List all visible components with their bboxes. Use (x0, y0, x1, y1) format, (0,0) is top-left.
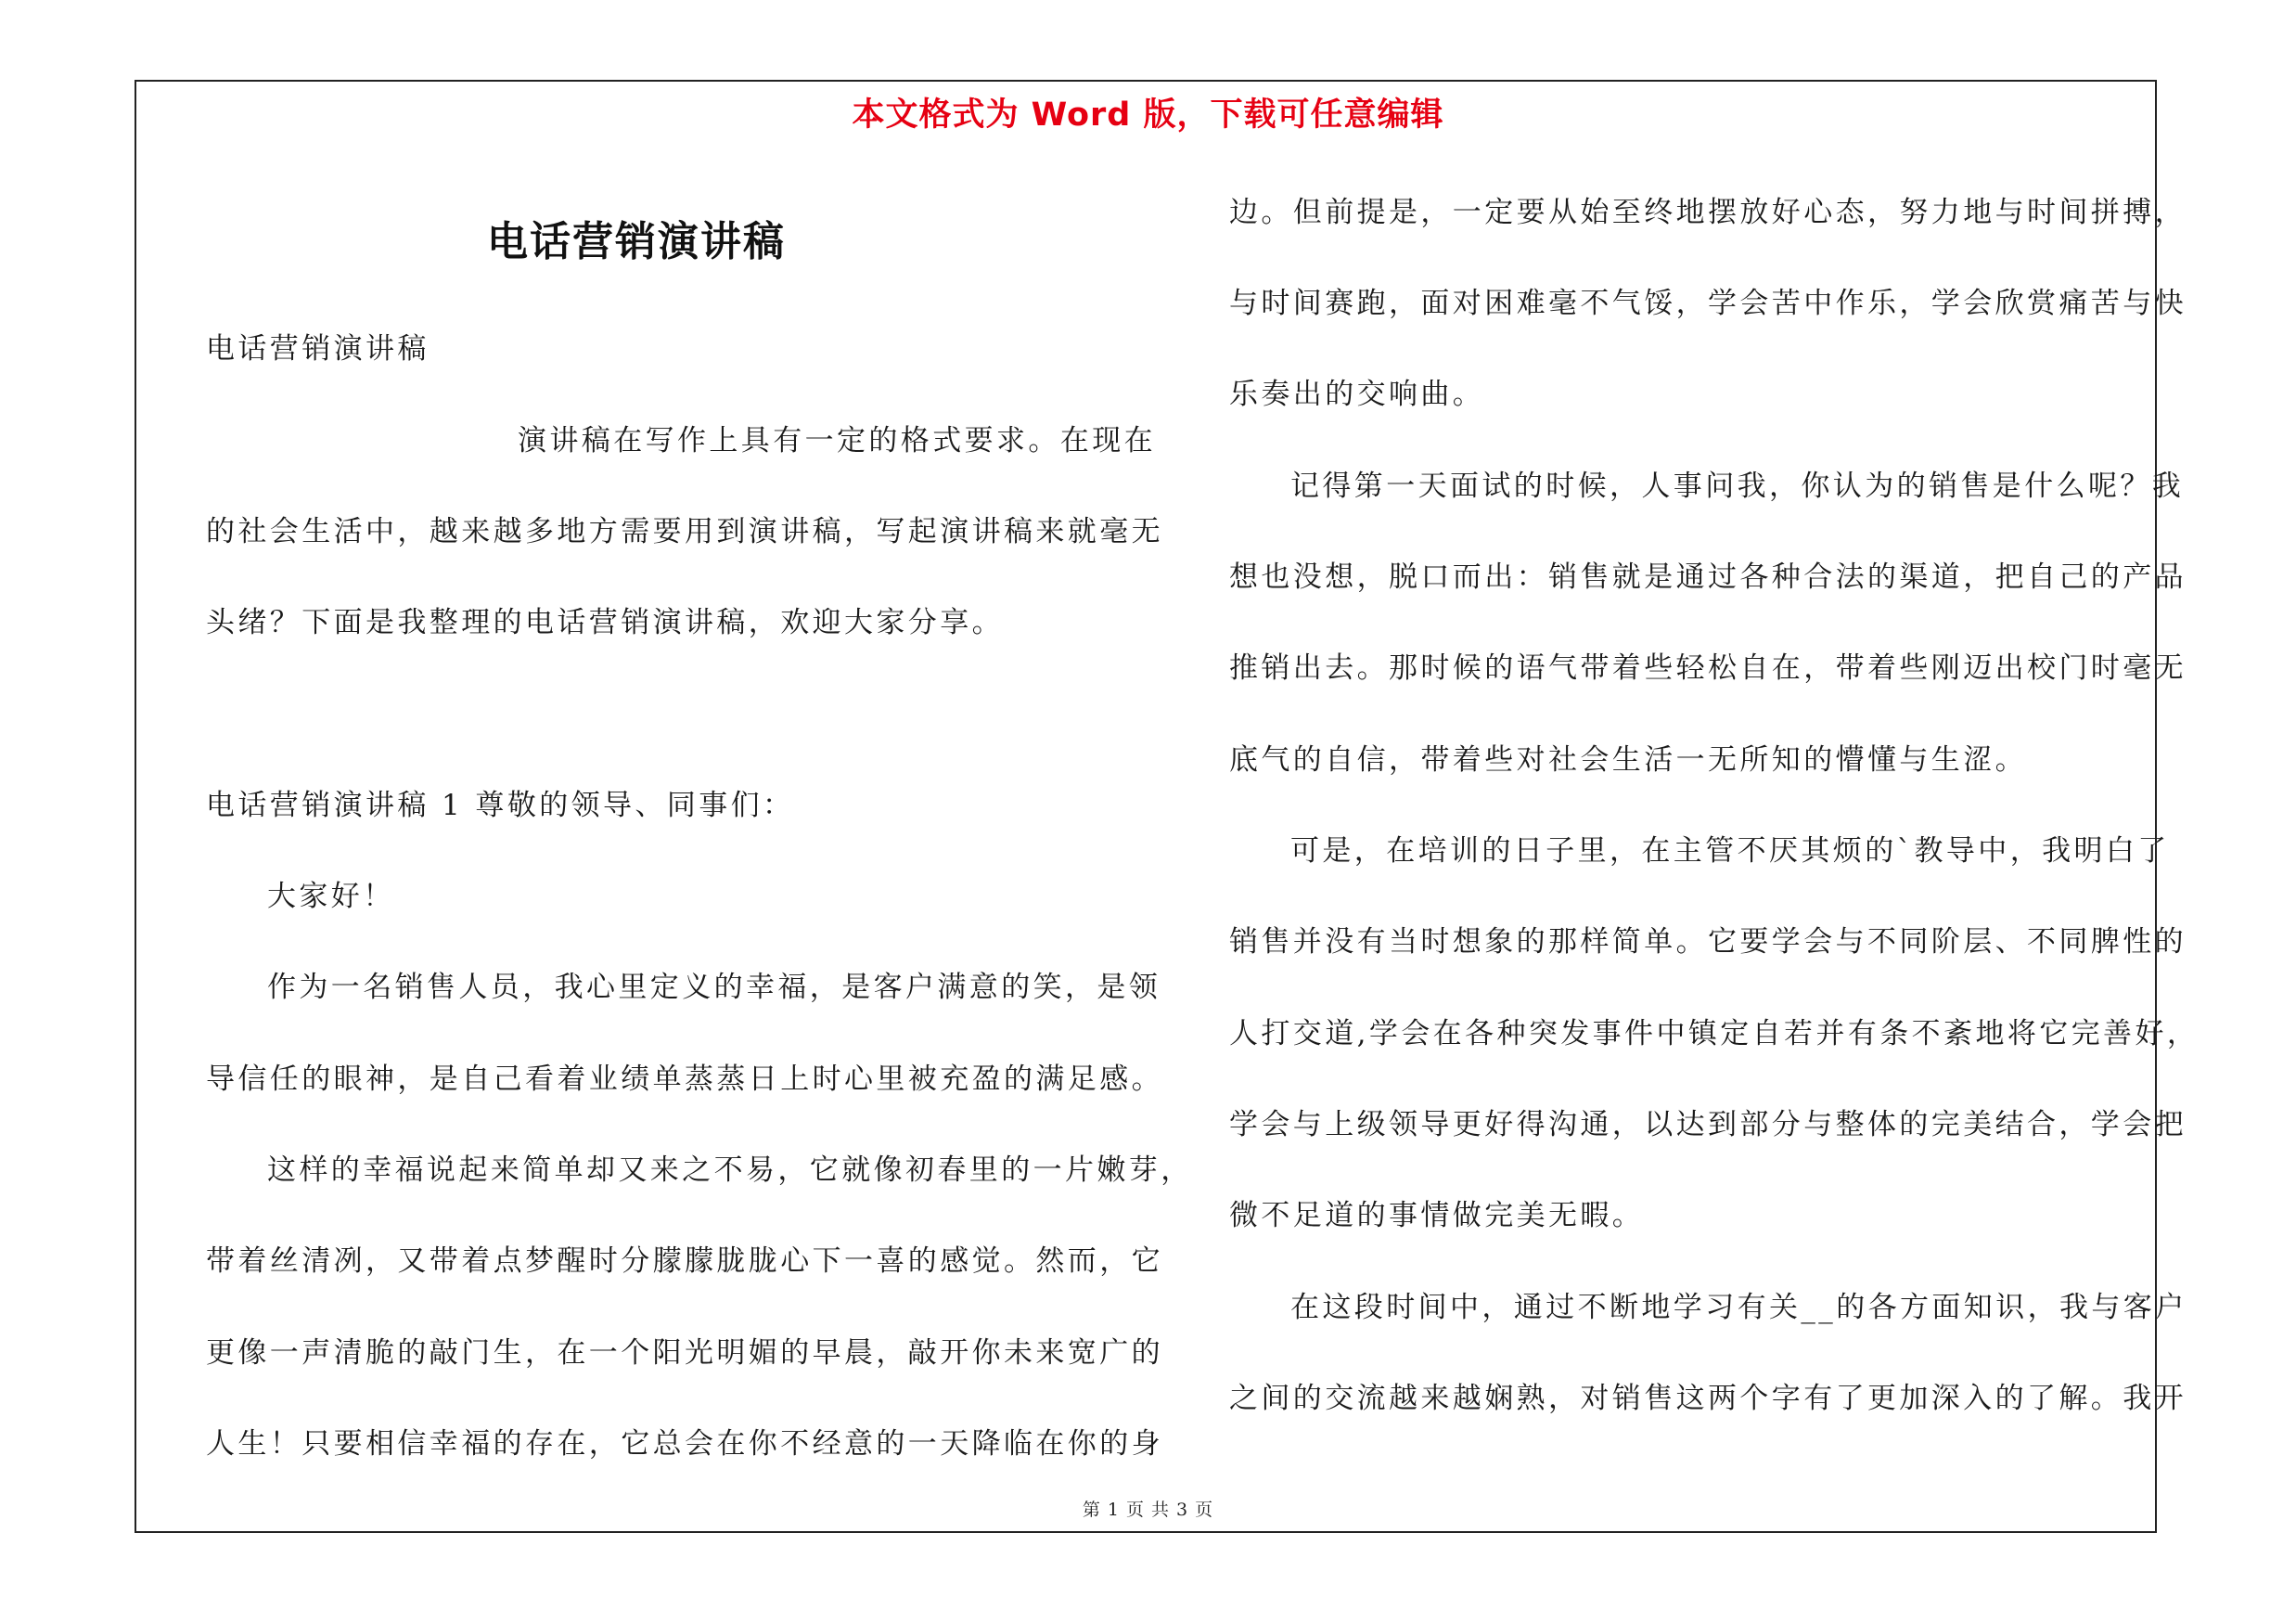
right-line: 在这段时间中，通过不断地学习有关__的各方面知识，我与客户 (1290, 1291, 2187, 1324)
right-line: 推销出去。那时候的语气带着些轻松自在，带着些刚迈出校门时毫无 (1229, 651, 2187, 685)
right-line: 与时间赛跑，面对困难毫不气馁，学会苦中作乐，学会欣赏痛苦与快 (1229, 287, 2187, 320)
format-banner: 本文格式为 Word 版，下载可任意编辑 (852, 97, 1444, 134)
left-line: 这样的幸福说起来简单却又来之不易，它就像初春里的一片嫩芽， (267, 1153, 1193, 1187)
left-line: 人生！只要相信幸福的存在，它总会在你不经意的一天降临在你的身 (206, 1427, 1163, 1461)
right-line: 学会与上级领导更好得沟通，以达到部分与整体的完美结合，学会把 (1229, 1108, 2187, 1141)
left-line: 电话营销演讲稿 1 尊敬的领导、同事们： (206, 789, 795, 822)
right-line: 人打交道,学会在各种突发事件中镇定自若并有条不紊地将它完善好， (1229, 1017, 2200, 1050)
right-line: 想也没想，脱口而出：销售就是通过各种合法的渠道，把自己的产品 (1229, 560, 2187, 594)
right-line: 记得第一天面试的时候，人事问我，你认为的销售是什么呢？我 (1290, 470, 2185, 503)
left-line: 导信任的眼神，是自己看着业绩单蒸蒸日上时心里被充盈的满足感。 (206, 1063, 1163, 1096)
right-line: 之间的交流越来越娴熟，对销售这两个字有了更加深入的了解。我开 (1229, 1382, 2187, 1415)
left-line: 大家好！ (267, 880, 395, 913)
left-line: 头绪？下面是我整理的电话营销演讲稿，欢迎大家分享。 (206, 606, 1004, 639)
left-line: 演讲稿在写作上具有一定的格式要求。在现在 (518, 424, 1156, 457)
left-line: 电话营销演讲稿 (206, 332, 430, 366)
right-line: 微不足道的事情做完美无暇。 (1229, 1199, 1645, 1232)
left-line: 作为一名销售人员，我心里定义的幸福，是客户满意的笑，是领 (267, 971, 1161, 1004)
page-number-footer: 第 1 页 共 3 页 (1082, 1500, 1214, 1520)
right-line: 销售并没有当时想象的那样简单。它要学会与不同阶层、不同脾性的 (1229, 925, 2187, 959)
document-title: 电话营销演讲稿 (487, 218, 786, 265)
left-line: 的社会生活中，越来越多地方需要用到演讲稿，写起演讲稿来就毫无 (206, 515, 1163, 548)
left-line: 更像一声清脆的敲门生，在一个阳光明媚的早晨，敲开你未来宽广的 (206, 1336, 1163, 1370)
right-line: 乐奏出的交响曲。 (1229, 378, 1485, 411)
right-line: 边。但前提是，一定要从始至终地摆放好心态，努力地与时间拼搏， (1229, 196, 2187, 229)
right-line: 可是，在培训的日子里，在主管不厌其烦的`教导中，我明白了 (1290, 834, 2170, 868)
right-line: 底气的自信，带着些对社会生活一无所知的懵懂与生涩。 (1229, 743, 2027, 777)
left-line: 带着丝清冽，又带着点梦醒时分朦朦胧胧心下一喜的感觉。然而，它 (206, 1244, 1163, 1278)
